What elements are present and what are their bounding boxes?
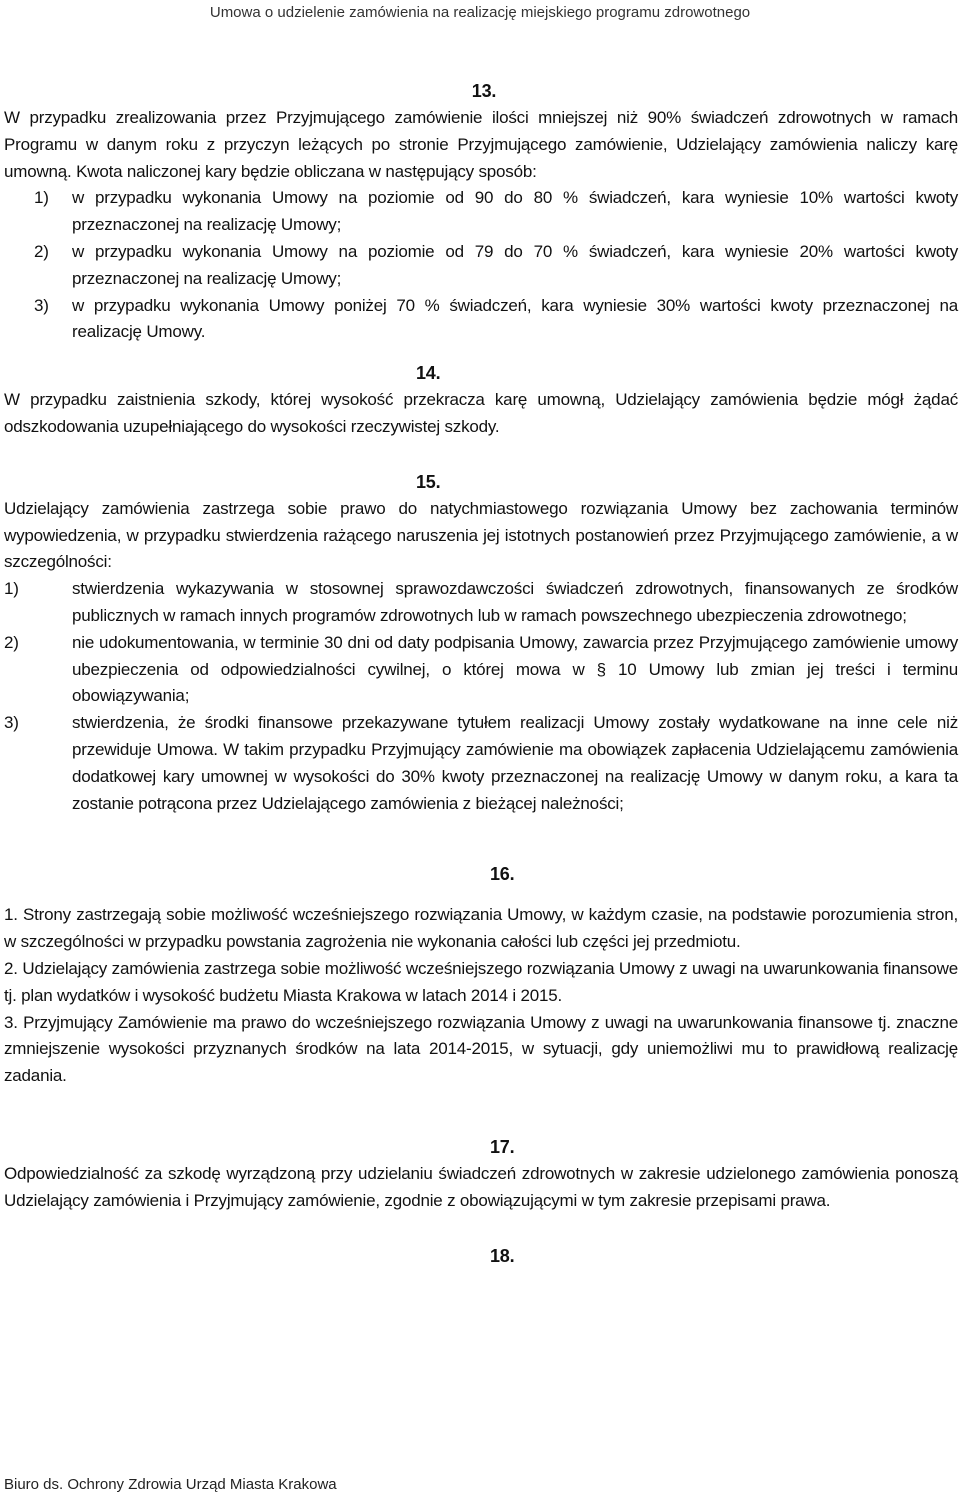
- section-16-title: 16.: [490, 864, 515, 885]
- section-15-title: 15.: [416, 471, 441, 492]
- section-15-list: [4, 576, 958, 817]
- section-18-title: 18.: [490, 1245, 515, 1266]
- list-item: 2) nie udokumentowania, w terminie 30 dni od daty podpisania Umowy, zawarcia przez Przyjmującego zamówienie umowy ubezpieczenia od odpowiedzialności cywilnej, o której mowa w § 10 Umowy lub zmian jej treści i terminu obowiązywania;: [4, 632, 958, 706]
- section-15-intro: Udzielający zamówienia zastrzega sobie prawo do natychmiastowego rozwiązania Umowy bez zachowania terminów wypowiedzenia, w przypadku stwierdzenia rażącego naruszenia jej istotnych postanowień przez Przyjmującego zamówienie, a w szczególności:: [4, 498, 958, 572]
- list-item: 3) w przypadku wykonania Umowy poniżej 70 % świadczeń, kara wyniesie 30% wartości kwoty przeznaczonej na realizację Umowy.: [34, 295, 958, 342]
- section-13-list: [4, 185, 958, 346]
- section-13-title: 13.: [471, 81, 497, 101]
- section-13-intro: W przypadku zrealizowania przez Przyjmującego zamówienie ilości mniejszej niż 90% świadczeń zdrowotnych w ramach Programu w danym roku z przyczyn leżących po stronie Przyjmującego zamówienie, Udzielający zamówienia naliczy karę umowną. Kwota naliczonej kary będzie obliczana w następujący sposób:: [4, 108, 958, 181]
- list-item: 3) stwierdzenia, że środki finansowe przekazywane tytułem realizacji Umowy zostały wydatkowane na inne cele niż przewiduje Umowa. W takim przypadku Przyjmujący zamówienie ma obowiązek zapłacenia Udzielającemu zamówienia dodatkowej kary umownej w wysokości do 30% kwoty przeznaczonej na realizację Umowy w danym roku, a kara ta zostanie potrącona przez Udzielającego zamówienia z bieżącej należności;: [4, 713, 958, 813]
- section-17-title: 17.: [490, 1136, 515, 1157]
- running-header: Umowa o udzielenie zamówienia na realizację miejskiego programu zdrowotnego: [209, 4, 751, 21]
- section-16-para-1: 1. Strony zastrzegają sobie możliwość wcześniejszego rozwiązania Umowy, w każdym czasie, na podstawie porozumienia stron, w szczególności w przypadku powstania zagrożenia nie wykonania całości lub części jej przedmiotu.: [4, 905, 958, 952]
- section-14-title: 14.: [416, 363, 441, 384]
- list-item: 1) w przypadku wykonania Umowy na poziomie od 90 do 80 % świadczeń, kara wyniesie 10% wartości kwoty przeznaczonej na realizację Umowy;: [34, 188, 958, 235]
- document-body: [4, 78, 958, 1270]
- running-footer: Biuro ds. Ochrony Zdrowia Urząd Miasta Krakowa: [4, 1476, 337, 1493]
- list-item: 2) w przypadku wykonania Umowy na poziomie od 79 do 70 % świadczeń, kara wyniesie 20% wartości kwoty przeznaczonej na realizację Umowy;: [34, 241, 958, 288]
- section-17-text: Odpowiedzialność za szkodę wyrządzoną przy udzielaniu świadczeń zdrowotnych w zakresie udzielonego zamówienia ponoszą Udzielający zamówienia i Przyjmujący zamówienie, zgodnie z obowiązującymi w tym zakresie przepisami prawa.: [4, 1163, 958, 1210]
- section-14-text: W przypadku zaistnienia szkody, której wysokość przekracza karę umowną, Udzielający zamówienia będzie mógł żądać odszkodowania uzupełniającego do wysokości rzeczywistej szkody.: [4, 390, 958, 436]
- list-item: 1) stwierdzenia wykazywania w stosownej sprawozdawczości świadczeń zdrowotnych, finansowanych ze środków publicznych w ramach innych programów zdrowotnych lub w ramach powszechnego ubezpieczenia zdrowotnego;: [4, 579, 958, 625]
- section-16-para-3: 3. Przyjmujący Zamówienie ma prawo do wcześniejszego rozwiązania Umowy z uwagi na uwarunkowania finansowe tj. znaczne zmniejszenie wysokości przyznanych środków na lata 2014-2015, w sytuacji, gdy uniemożliwi mu to prawidłową realizację zadania.: [4, 1012, 958, 1086]
- section-16-para-2: 2. Udzielający zamówienia zastrzega sobie możliwość wcześniejszego rozwiązania Umowy z uwagi na uwarunkowania finansowe tj. plan wydatków i wysokość budżetu Miasta Krakowa w latach 2014 i 2015.: [4, 958, 958, 1005]
